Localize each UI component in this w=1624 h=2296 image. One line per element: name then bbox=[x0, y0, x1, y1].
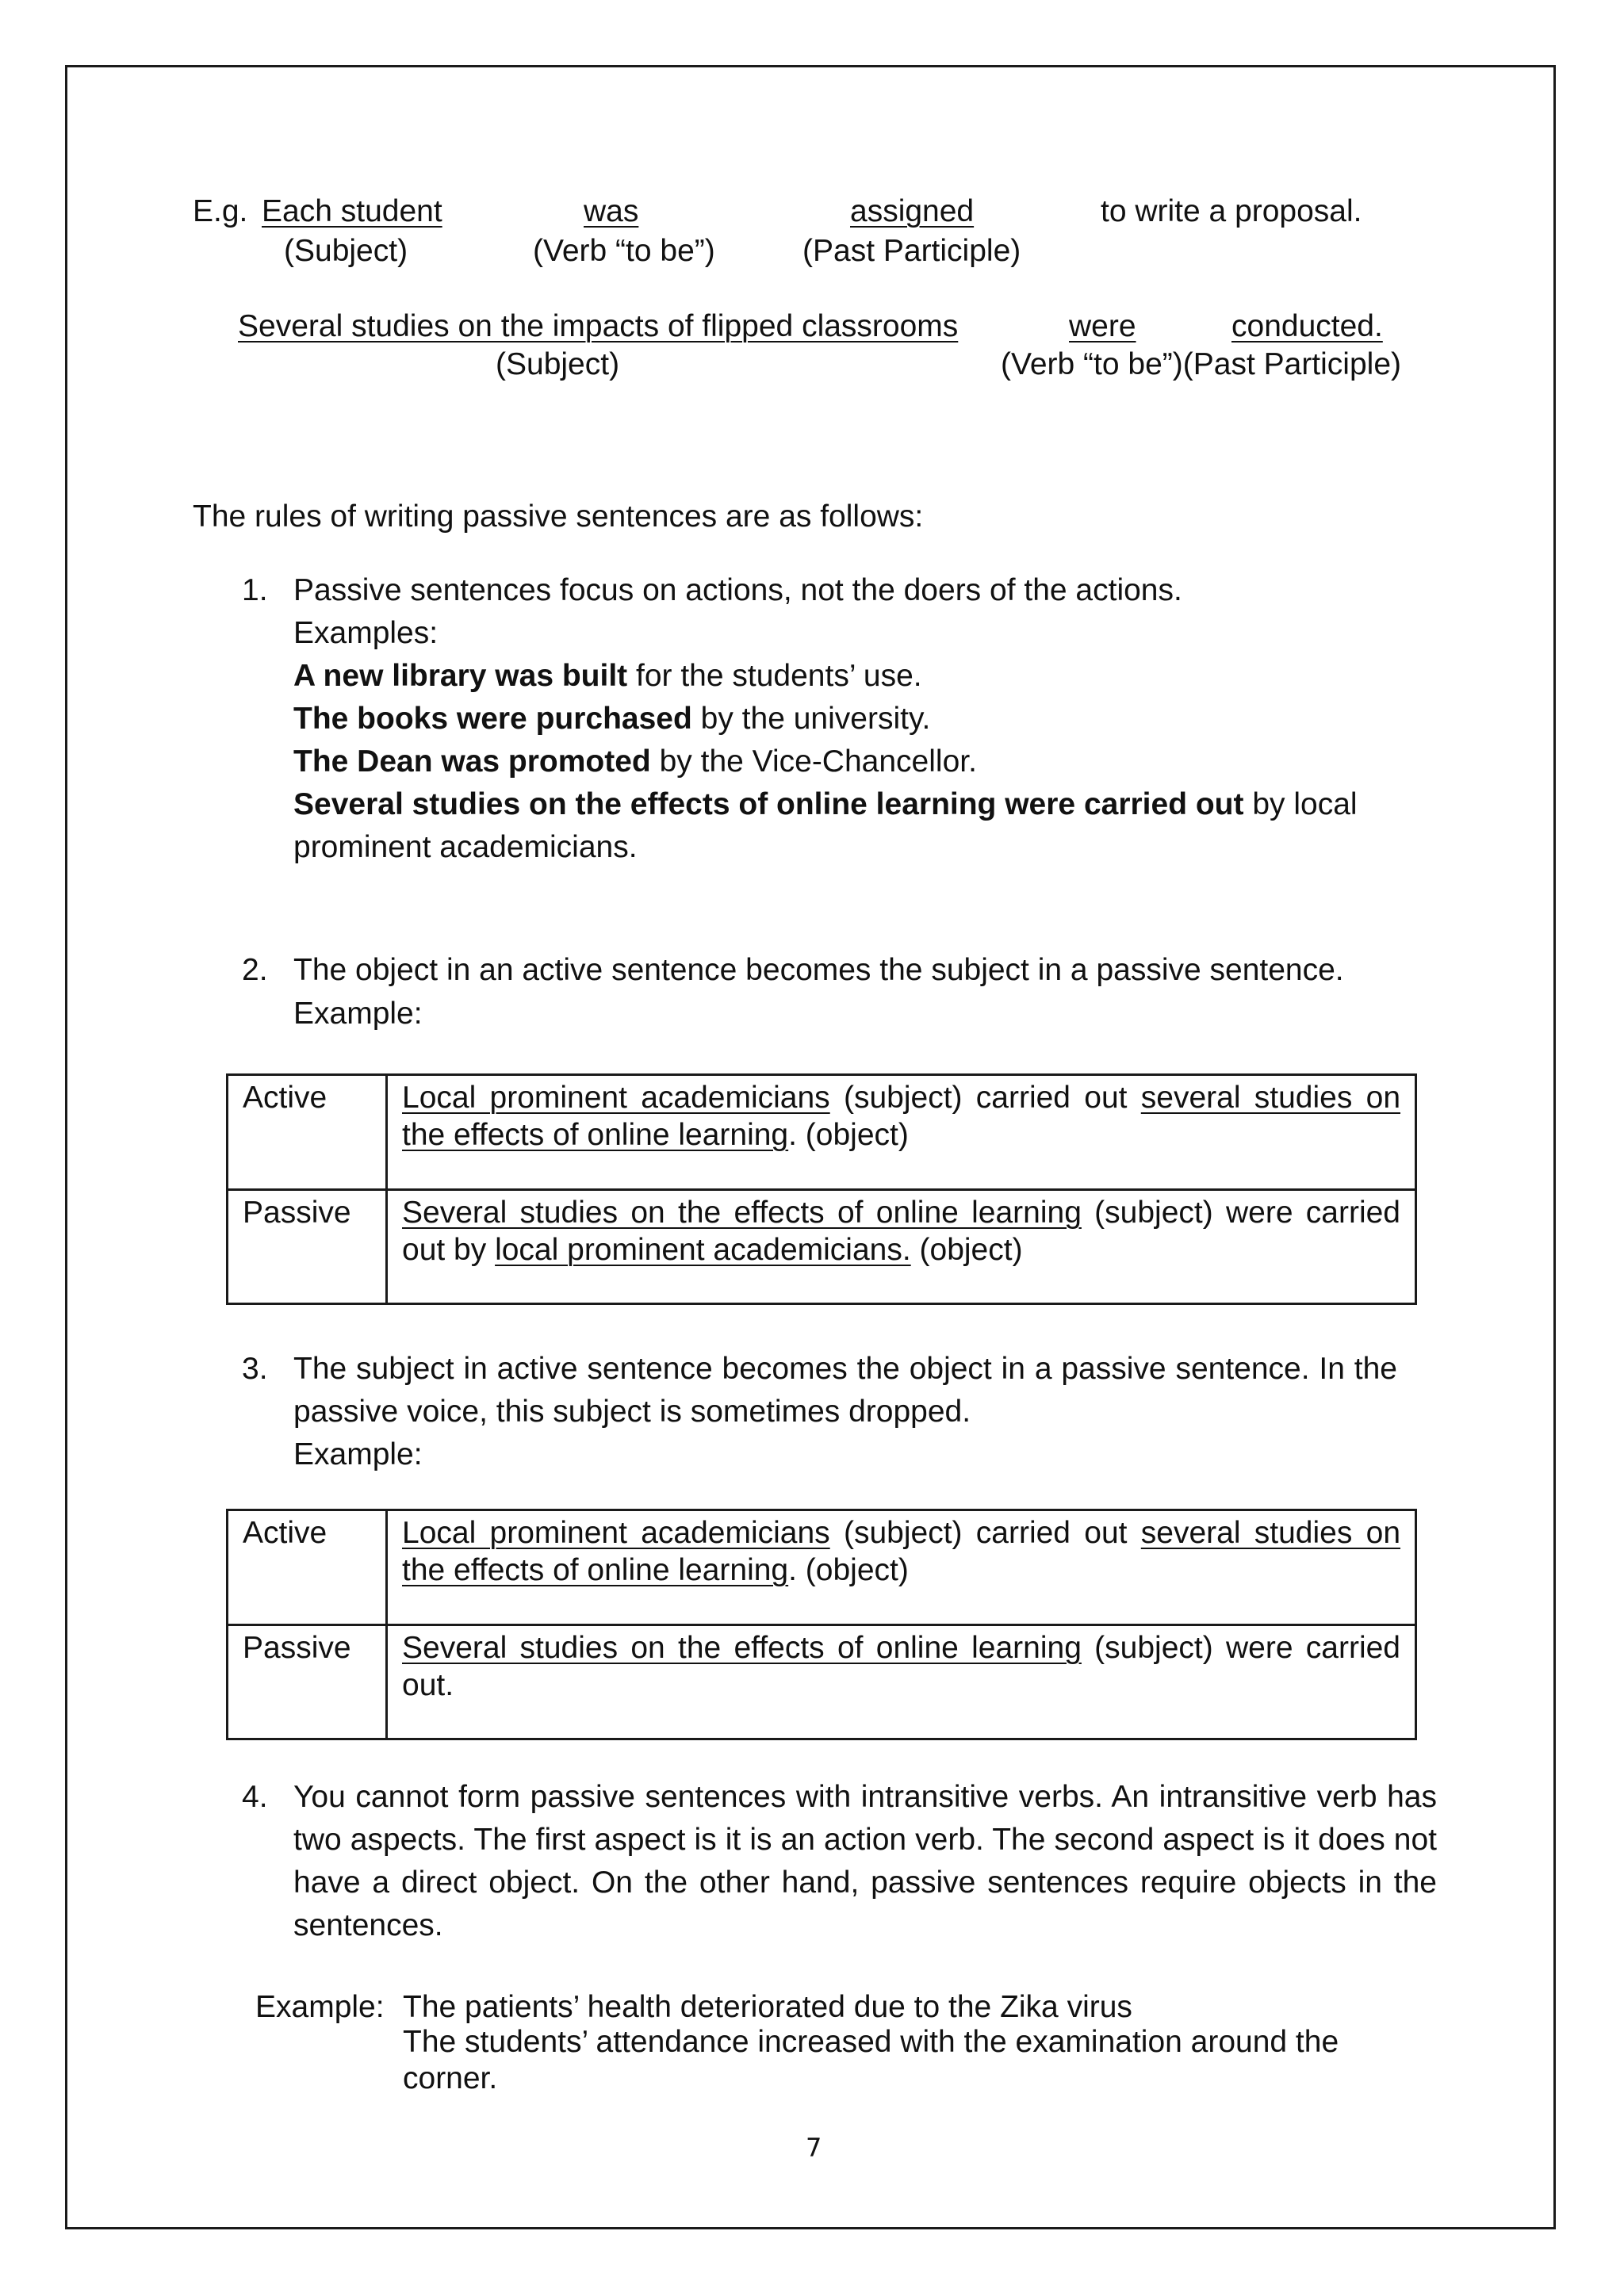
rule2-number: 2. bbox=[242, 953, 268, 987]
final-example-label: Example: bbox=[255, 1990, 385, 2024]
rule1-number: 1. bbox=[242, 573, 268, 607]
passive-label: Passive bbox=[228, 1625, 387, 1739]
active-sentence: Local prominent academicians (subject) carried out several studies on the effects of online learning. (object) bbox=[387, 1510, 1416, 1625]
example1-rest: to write a proposal. bbox=[1101, 194, 1362, 228]
example1-verb: was bbox=[584, 194, 639, 228]
example1-subject: Each student bbox=[262, 194, 442, 228]
rule2-table bbox=[226, 1073, 1417, 1305]
rule1-example-4: Several studies on the effects of online learning were carried out by local bbox=[293, 787, 1358, 821]
rule4-text: You cannot form passive sentences with intransitive verbs. An intransitive verb has two aspects. The first aspect is it is an action verb. The second aspect is it does not have a direct object. On the other hand, passive sentences require objects in the sentences. bbox=[293, 1780, 1437, 1942]
rule3-number: 3. bbox=[242, 1352, 268, 1386]
rule1-example-1: A new library was built for the students’ use. bbox=[293, 659, 922, 693]
rules-intro: The rules of writing passive sentences are as follows: bbox=[193, 499, 924, 534]
example2-verb: were bbox=[1069, 309, 1136, 343]
rule3-example-label: Example: bbox=[293, 1437, 423, 1471]
example1-label-participle: (Past Participle) bbox=[802, 234, 1021, 268]
example1-participle: assigned bbox=[850, 194, 975, 228]
active-label: Active bbox=[228, 1510, 387, 1625]
rule3-table bbox=[226, 1509, 1417, 1740]
example2-subject: Several studies on the impacts of flipped classrooms bbox=[238, 309, 959, 343]
table-row bbox=[228, 1190, 1416, 1304]
active-label: Active bbox=[228, 1075, 387, 1190]
example2-label-verb-participle: (Verb “to be”)(Past Participle) bbox=[1001, 347, 1402, 381]
final-example-line1: The patients’ health deteriorated due to the Zika virus bbox=[403, 1990, 1132, 2024]
rule1-example-3: The Dean was promoted by the Vice-Chancellor. bbox=[293, 744, 977, 779]
example2-participle: conducted. bbox=[1231, 309, 1383, 343]
eg-label: E.g. bbox=[193, 194, 248, 228]
example1-label-subject: (Subject) bbox=[284, 234, 408, 268]
passive-sentence: Several studies on the effects of online learning (subject) were carried out. bbox=[387, 1625, 1416, 1739]
rule2-text: The object in an active sentence becomes the subject in a passive sentence. bbox=[293, 953, 1344, 987]
rule1-text: Passive sentences focus on actions, not the doers of the actions. bbox=[293, 573, 1182, 607]
example2-label-subject: (Subject) bbox=[496, 347, 620, 381]
final-example-line2: The students’ attendance increased with the examination around the corner. bbox=[403, 2025, 1339, 2095]
passive-sentence: Several studies on the effects of online learning (subject) were carried out by local prominent academicians. (object) bbox=[387, 1190, 1416, 1304]
table-row bbox=[228, 1625, 1416, 1739]
rule3-text: The subject in active sentence becomes the object in a passive sentence. In the passive voice, this subject is sometimes dropped. bbox=[293, 1352, 1397, 1429]
passive-label: Passive bbox=[228, 1190, 387, 1304]
rule2-example-label: Example: bbox=[293, 997, 423, 1031]
rule4-number: 4. bbox=[242, 1780, 268, 1814]
table-row bbox=[228, 1510, 1416, 1625]
table-row bbox=[228, 1075, 1416, 1190]
active-sentence: Local prominent academicians (subject) carried out several studies on the effects of online learning. (object) bbox=[387, 1075, 1416, 1190]
rule1-example-2: The books were purchased by the university. bbox=[293, 702, 931, 736]
rule1-example-4-cont: prominent academicians. bbox=[293, 830, 638, 864]
rule1-examples-label: Examples: bbox=[293, 616, 439, 650]
example1-label-verb: (Verb “to be”) bbox=[533, 234, 715, 268]
page-number: 7 bbox=[806, 2133, 822, 2163]
